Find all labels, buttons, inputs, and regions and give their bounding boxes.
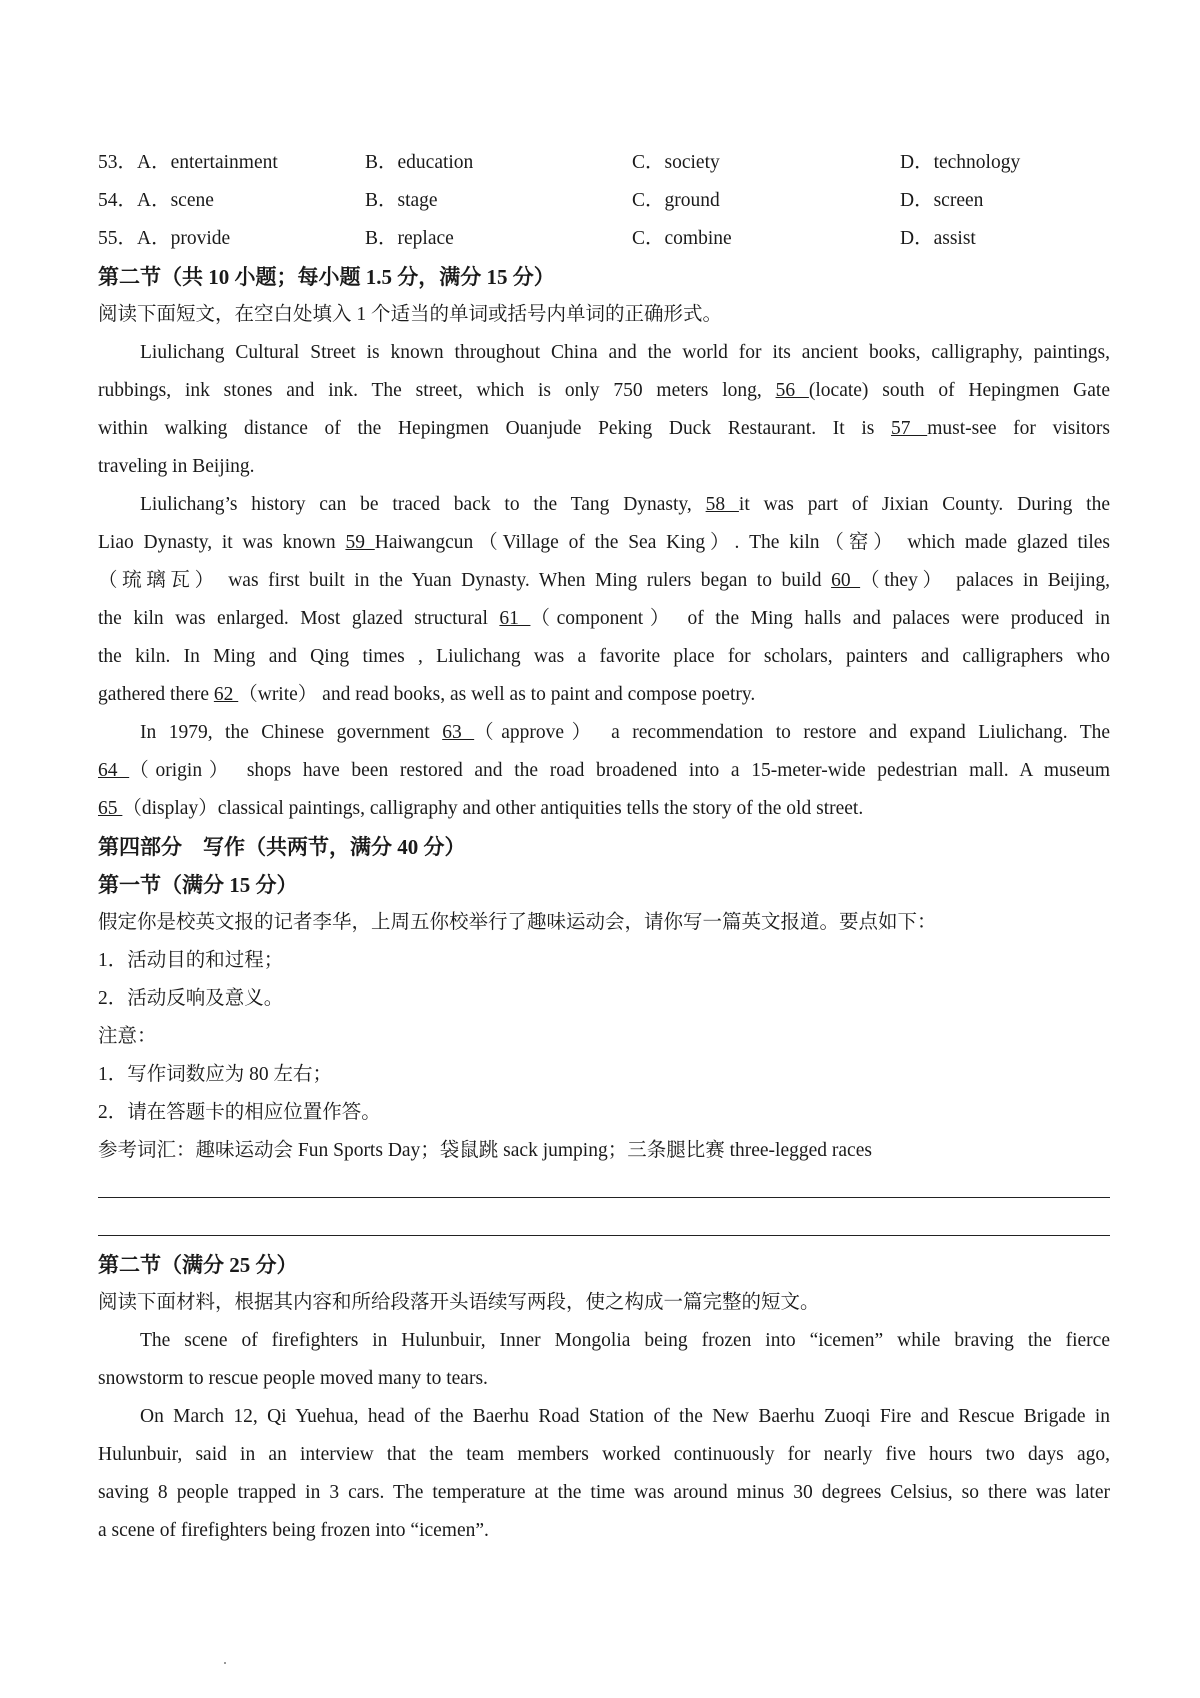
writing-prompt: 假定你是校英文报的记者李华，上周五你校举行了趣味运动会，请你写一篇英文报道。要点如下：	[98, 912, 937, 933]
blank-58[interactable]: 58	[705, 494, 739, 515]
option-a: 53．A．entertainment	[98, 152, 278, 173]
blank-62[interactable]: 62	[213, 684, 239, 705]
blank-64[interactable]: 64	[98, 760, 130, 781]
answer-line[interactable]	[98, 1170, 1110, 1208]
notes-label: 注意：	[98, 1026, 157, 1047]
blank-63[interactable]: 63	[442, 722, 475, 743]
answer-line[interactable]	[98, 1208, 1110, 1246]
blank-57[interactable]: 57	[891, 418, 928, 439]
section-heading: 第一节（满分 15 分）	[98, 873, 298, 897]
passage-line: On March 12, Qi Yuehua, head of the Baerhu Road Station of the New Baerhu Zuoqi Fire and Rescue Brigade in	[140, 1406, 1110, 1427]
question-53-options	[98, 144, 1110, 182]
passage-line: 65 （display）classical paintings, calligraphy and other antiquities tells the story of the old street.	[98, 798, 864, 819]
exam-page	[98, 144, 1110, 1550]
option-d: D．assist	[900, 228, 976, 249]
question-54-options	[98, 182, 1110, 220]
passage-line: The scene of firefighters in Hulunbuir, Inner Mongolia being frozen into “icemen” while braving the fierce	[140, 1330, 1110, 1351]
passage-line: traveling in Beijing.	[98, 456, 255, 477]
writing-point: 1．活动目的和过程；	[98, 950, 284, 971]
passage-line: within walking distance of the Hepingmen Ouanjude Peking Duck Restaurant. It is 57 must-see for visitors	[98, 418, 1110, 439]
passage-line: In 1979, the Chinese government 63 （approve） a recommendation to restore and expand Liulichang. The	[140, 722, 1110, 743]
passage-line: rubbings, ink stones and ink. The street, which is only 750 meters long, 56 (locate) south of Hepingmen Gate	[98, 380, 1110, 401]
passage-line: Liulichang’s history can be traced back to the Tang Dynasty, 58 it was part of Jixian County. During the	[140, 494, 1110, 515]
section-heading: 第二节（满分 25 分）	[98, 1253, 298, 1277]
passage-line: saving 8 people trapped in 3 cars. The temperature at the time was around minus 30 degrees Celsius, so there was later	[98, 1482, 1110, 1503]
option-a: 55．A．provide	[98, 228, 231, 249]
passage-line: the kiln. In Ming and Qing times , Liulichang was a favorite place for scholars, painters and calligraphers who	[98, 646, 1110, 667]
section-heading: 第二节（共 10 小题；每小题 1.5 分，满分 15 分）	[98, 265, 555, 289]
passage-line: 64 （origin） shops have been restored and the road broadened into a 15-meter-wide pedestrian mall. A museum	[98, 760, 1110, 781]
option-c: C．society	[632, 152, 720, 173]
passage-line: snowstorm to rescue people moved many to tears.	[98, 1368, 488, 1389]
section-instruction: 阅读下面短文，在空白处填入 1 个适当的单词或括号内单词的正确形式。	[98, 304, 723, 325]
passage-line: gathered there 62 （write） and read books, as well as to paint and compose poetry.	[98, 684, 756, 705]
writing-point: 2．活动反响及意义。	[98, 988, 284, 1009]
passage-line: （琉璃瓦） was first built in the Yuan Dynasty. When Ming rulers began to build 60 （they） palaces in Beijing,	[98, 570, 1110, 591]
note-item: 1．写作词数应为 80 左右；	[98, 1064, 333, 1085]
note-item: 2．请在答题卡的相应位置作答。	[98, 1102, 381, 1123]
option-b: B．education	[365, 152, 474, 173]
blank-56[interactable]: 56	[775, 380, 809, 401]
option-d: D．technology	[900, 152, 1021, 173]
blank-60[interactable]: 60	[831, 570, 861, 591]
option-b: B．replace	[365, 228, 454, 249]
reference-vocabulary: 参考词汇：趣味运动会 Fun Sports Day；袋鼠跳 sack jumping；三条腿比赛 three-legged races	[98, 1140, 872, 1161]
option-a: 54．A．scene	[98, 190, 214, 211]
option-b: B．stage	[365, 190, 438, 211]
blank-61[interactable]: 61	[499, 608, 531, 629]
part-heading: 第四部分 写作（共两节，满分 40 分）	[98, 835, 466, 859]
option-c: C．combine	[632, 228, 732, 249]
passage-line: Hulunbuir, said in an interview that the team members worked continuously for nearly five hours two days ago,	[98, 1444, 1110, 1465]
passage-line: Liao Dynasty, it was known 59 Haiwangcun（Village of the Sea King）. The kiln（窑） which made glazed tiles	[98, 532, 1110, 553]
section-instruction: 阅读下面材料，根据其内容和所给段落开头语续写两段，使之构成一篇完整的短文。	[98, 1292, 820, 1313]
blank-65[interactable]: 65	[98, 798, 123, 819]
question-55-options	[98, 220, 1110, 258]
scan-speck	[224, 1662, 226, 1664]
passage-line: the kiln was enlarged. Most glazed structural 61 （component） of the Ming halls and palaces were produced in	[98, 608, 1110, 629]
passage-line: Liulichang Cultural Street is known throughout China and the world for its ancient books, calligraphy, paintings,	[140, 342, 1110, 363]
blank-59[interactable]: 59	[345, 532, 375, 553]
option-c: C．ground	[632, 190, 720, 211]
option-d: D．screen	[900, 190, 984, 211]
passage-line: a scene of firefighters being frozen into “icemen”.	[98, 1520, 489, 1541]
